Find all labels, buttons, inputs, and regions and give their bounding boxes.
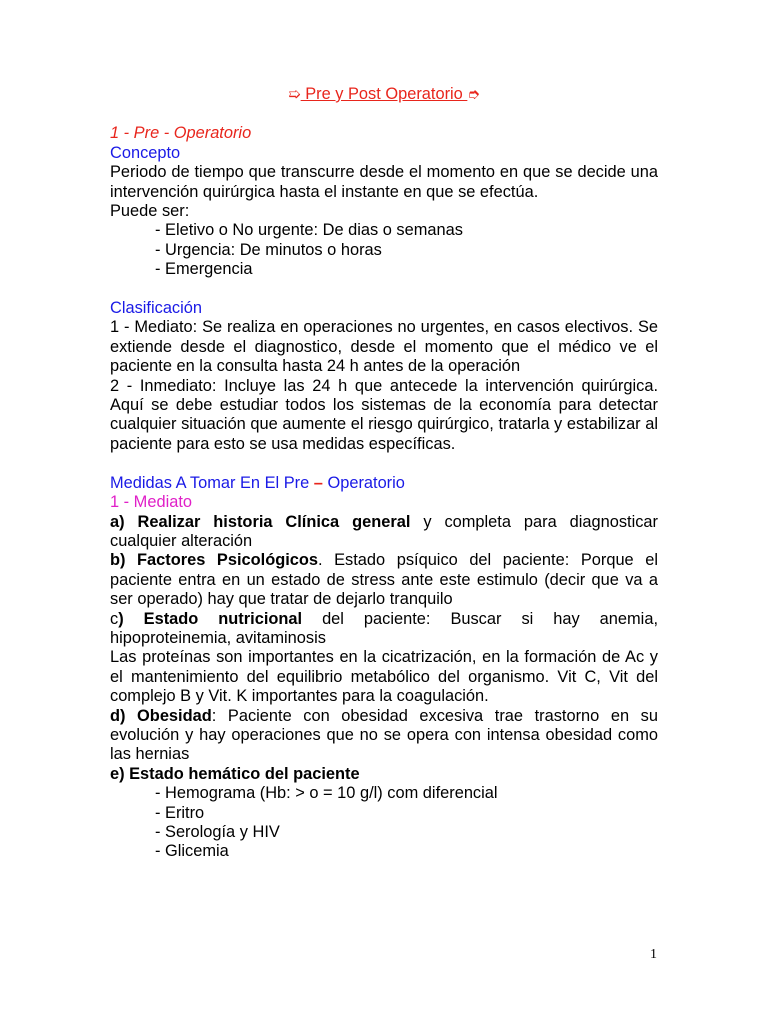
e-list-item: - Eritro xyxy=(155,803,205,822)
type-item: - Urgencia: De minutos o horas xyxy=(155,240,382,259)
concepto-label: Concepto xyxy=(110,143,181,162)
document-title xyxy=(110,85,658,104)
pointing-hand-right-icon: ➯ xyxy=(288,86,301,103)
item-d: d) Obesidad: Paciente con obesidad excesiva trae trastorno en su evolución y hay operaciones que no se opera con intensa obesidad como las hernias xyxy=(110,706,658,764)
e-list-item: - Serología y HIV xyxy=(155,823,280,841)
e-list-item: - Glicemia xyxy=(155,842,229,861)
clasificacion-item-mediato: 1 - Mediato: Se realiza en operaciones no urgentes, en casos electivos. Se extiende desde el diagnostico, desde el momento que el médico ve el paciente en la consulta hasta 24 h antes de la operación xyxy=(110,318,658,376)
document-page xyxy=(110,85,658,862)
page-number: 1 xyxy=(650,947,657,962)
item-e: e) Estado hemático del paciente xyxy=(110,764,360,783)
pointing-hand-left-icon: ➮ xyxy=(467,86,480,103)
item-b: b) Factores Psicológicos. Estado psíquico del paciente: Porque el paciente entra en un estado de stress ante este estimulo (decir que va a ser operado) hay que tratar de dejarlo tranquilo xyxy=(110,551,658,609)
section-heading-pre-operatorio: 1 - Pre - Operatorio xyxy=(110,124,252,143)
medidas-heading: Medidas A Tomar En El Pre – Operatorio xyxy=(110,473,405,492)
type-item: - Emergencia xyxy=(155,260,253,279)
e-list-item: - Hemograma (Hb: > o = 10 g/l) com diferencial xyxy=(155,784,498,803)
title-text: Pre y Post Operatorio xyxy=(300,85,468,103)
concepto-text: Periodo de tiempo que transcurre desde el momento en que se decide una intervención quirúrgica hasta el instante en que se efectúa. xyxy=(110,163,658,201)
mediato-subheading: 1 - Mediato xyxy=(110,493,192,512)
item-c: c) Estado nutricional del paciente: Buscar si hay anemia, hipoproteinemia, avitaminosis xyxy=(110,609,658,647)
proteinas-paragraph: Las proteínas son importantes en la cicatrización, en la formación de Ac y el mantenimiento del equilibrio metabólico del organismo. Vit C, Vit del complejo B y Vit. K importantes para la coagulación. xyxy=(110,648,658,706)
clasificacion-label: Clasificación xyxy=(110,299,203,318)
type-item: - Eletivo o No urgente: De dias o semanas xyxy=(155,221,463,240)
item-a: a) Realizar historia Clínica general y completa para diagnosticar cualquier alteración xyxy=(110,512,659,550)
puede-ser-label: Puede ser: xyxy=(110,202,190,221)
clasificacion-item-inmediato: 2 - Inmediato: Incluye las 24 h que antecede la intervención quirúrgica. Aquí se debe estudiar todos los sistemas de la economía para detectar cualquier situación que aumente el riesgo quirúrgico, tratarla y estabilizar al paciente para esto se usa medidas específicas. xyxy=(110,376,658,453)
